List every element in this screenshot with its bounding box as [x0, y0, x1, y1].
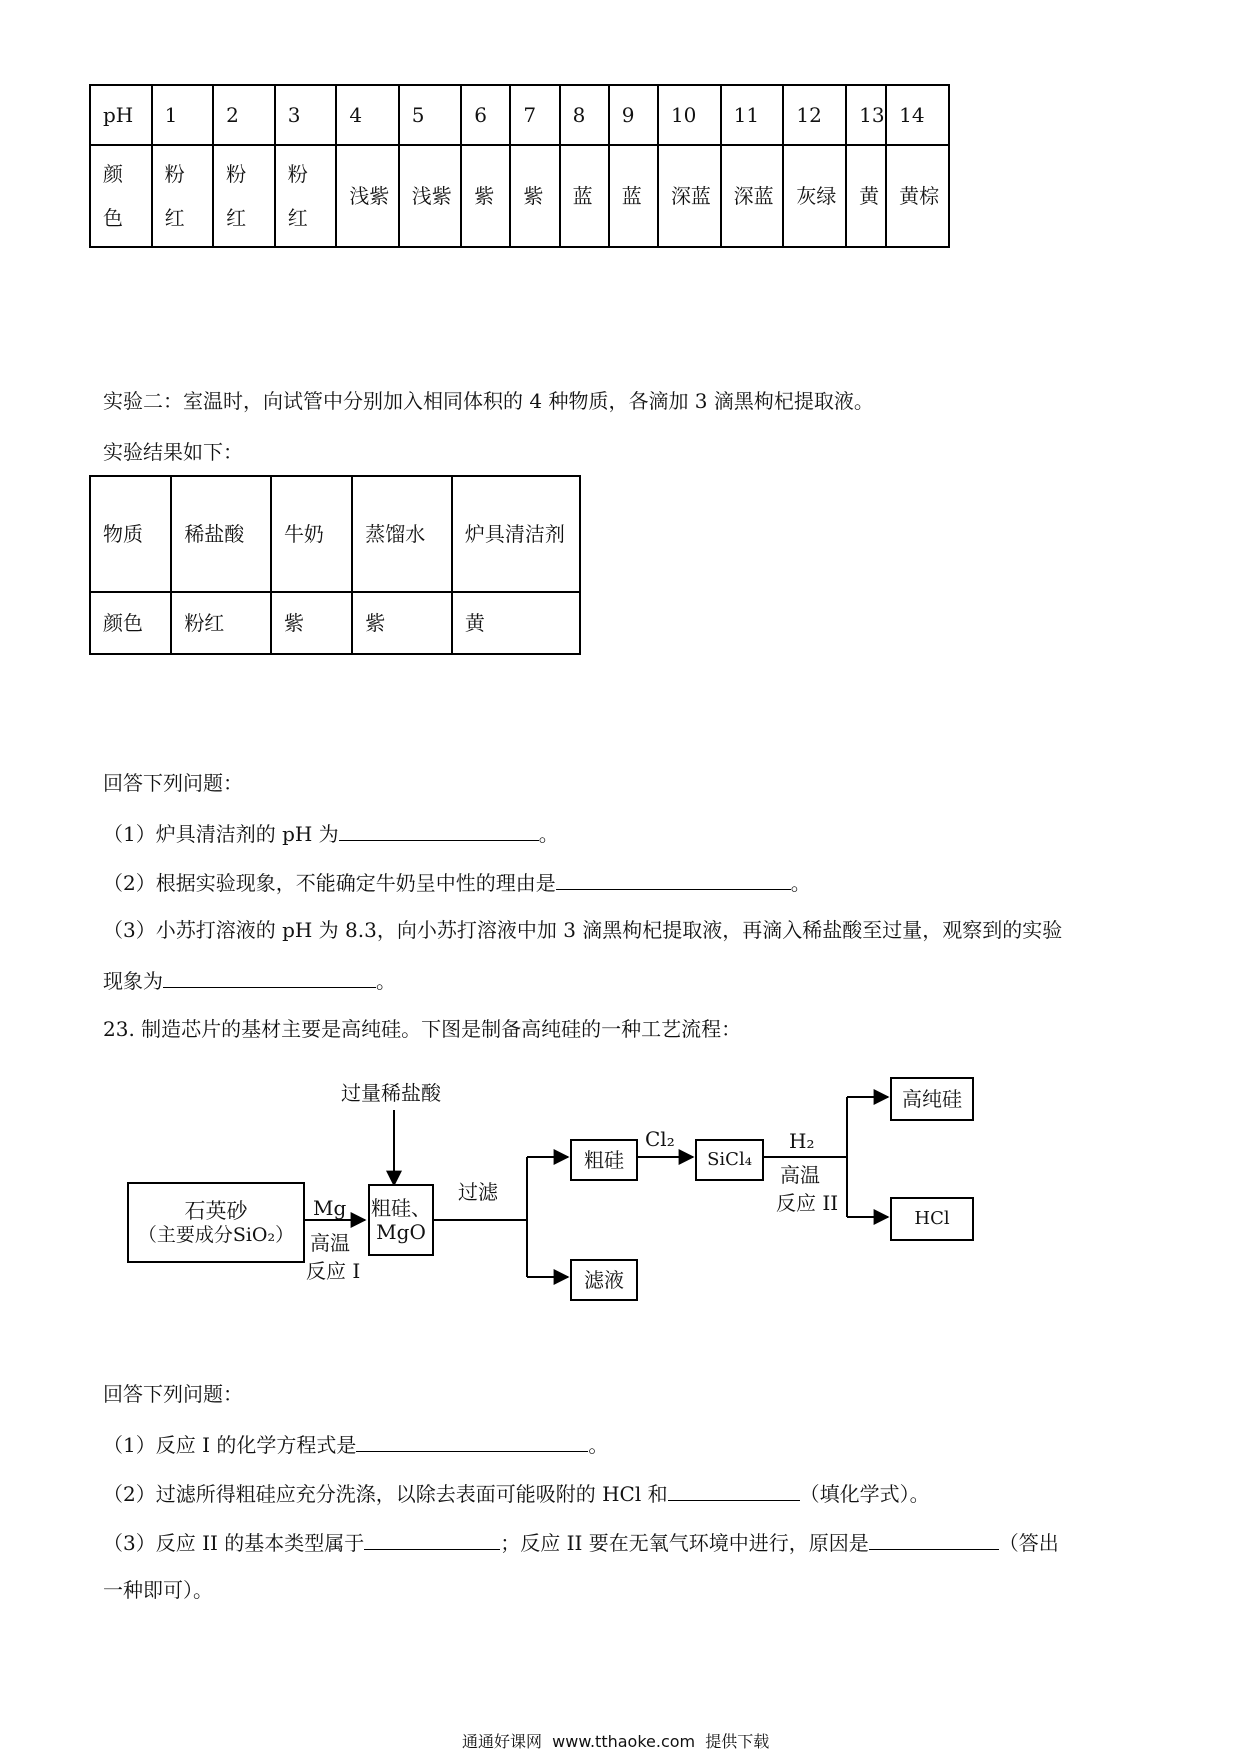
excess-dilute-hcl-label: 过量稀盐酸 — [341, 1081, 441, 1105]
ph-cell: 8 — [560, 85, 609, 145]
ph-cell: 11 — [721, 85, 784, 145]
quartz-sand-box — [127, 1182, 305, 1263]
q23-question-2 — [103, 1480, 930, 1506]
color-cell: 紫 — [461, 145, 510, 247]
color-cell: 浅紫 — [399, 145, 461, 247]
experiment2-intro: 实验二：室温时，向试管中分别加入相同体积的 4 种物质，各滴加 3 滴黑枸杞提取液。 — [103, 389, 874, 413]
q23-question-3 — [103, 1529, 1059, 1555]
color-cell: 浅紫 — [336, 145, 398, 247]
reaction-2-label: 反应 II — [776, 1191, 839, 1215]
hcl-box: HCl — [890, 1197, 974, 1241]
ph-cell: 13 — [846, 85, 886, 145]
answer-blank[interactable] — [364, 1529, 500, 1550]
substance-cell: 稀盐酸 — [171, 476, 271, 592]
q22-q1-text: （1）炉具清洁剂的 pH 为 — [103, 822, 339, 846]
substance-cell: 炉具清洁剂 — [452, 476, 580, 592]
substance-header-cell: 物质 — [90, 476, 171, 592]
q23-title: 23. 制造芯片的基材主要是高纯硅。下图是制备高纯硅的一种工艺流程： — [103, 1017, 742, 1041]
ph-cell: 5 — [399, 85, 461, 145]
condition-high-temp-2: 高温 — [780, 1163, 820, 1187]
ph-cell: 7 — [510, 85, 559, 145]
filtration-label: 过滤 — [458, 1180, 498, 1204]
q23-q1-text: （1）反应 I 的化学方程式是 — [103, 1433, 357, 1457]
color-cell: 紫 — [510, 145, 559, 247]
exp2-color-header-cell: 颜色 — [90, 592, 171, 654]
reaction-1-label: 反应 I — [306, 1259, 361, 1283]
crude-si-box: 粗硅 — [570, 1139, 638, 1181]
page-footer: 通通好课网 www.tthaoke.com 提供下载 — [462, 1732, 770, 1751]
q23-q3-end: （答出 — [998, 1531, 1059, 1555]
color-cell: 粉红 — [152, 145, 214, 247]
ph-header-cell: pH — [90, 85, 152, 145]
color-header-cell: 颜色 — [90, 145, 152, 247]
exp2-color-cell: 黄 — [452, 592, 580, 654]
ph-cell: 1 — [152, 85, 214, 145]
ph-cell: 2 — [213, 85, 275, 145]
condition-high-temp-1: 高温 — [310, 1231, 350, 1255]
sicl4-box: SiCl₄ — [695, 1139, 764, 1181]
q23-question-1 — [103, 1431, 608, 1457]
answer-blank[interactable] — [668, 1480, 800, 1501]
q22-q3-text: 现象为 — [103, 969, 163, 993]
exp2-color-cell: 紫 — [271, 592, 352, 654]
q22-q2-end: 。 — [790, 871, 811, 895]
color-cell: 黄棕 — [886, 145, 949, 247]
reagent-mg: Mg — [313, 1196, 347, 1220]
crude-si-mgo-box — [368, 1184, 434, 1256]
reagent-cl2: Cl₂ — [645, 1127, 675, 1151]
quartz-sand-label: 石英砂 — [184, 1198, 248, 1223]
ph-cell: 14 — [886, 85, 949, 145]
ph-cell: 9 — [609, 85, 658, 145]
crude-si-mgo-line2: MgO — [376, 1220, 426, 1244]
color-cell: 深蓝 — [721, 145, 784, 247]
q23-q2-text: （2）过滤所得粗硅应充分洗涤，以除去表面可能吸附的 HCl 和 — [103, 1482, 668, 1506]
color-cell: 粉红 — [213, 145, 275, 247]
q22-prompt: 回答下列问题： — [103, 771, 243, 795]
exp2-color-cell: 粉红 — [171, 592, 271, 654]
crude-si-mgo-line1: 粗硅、 — [371, 1196, 431, 1220]
reagent-h2: H₂ — [789, 1129, 815, 1153]
ph-cell: 3 — [275, 85, 337, 145]
exp2-color-cell: 紫 — [352, 592, 452, 654]
q22-q2-text: （2）根据实验现象，不能确定牛奶呈中性的理由是 — [103, 871, 556, 895]
q22-q3-end: 。 — [376, 969, 396, 993]
color-cell: 蓝 — [609, 145, 658, 247]
q23-q2-end: （填化学式）。 — [799, 1482, 930, 1506]
color-cell: 蓝 — [560, 145, 609, 247]
filtrate-box: 滤液 — [570, 1259, 638, 1301]
q23-question-3-cont: 一种即可）。 — [103, 1578, 213, 1602]
q22-q1-end: 。 — [538, 822, 559, 846]
q23-prompt: 回答下列问题： — [103, 1382, 243, 1406]
color-cell: 深蓝 — [658, 145, 721, 247]
color-cell: 粉红 — [275, 145, 337, 247]
q23-q3-middle: ；反应 II 要在无氧气环境中进行，原因是 — [500, 1531, 869, 1555]
answer-blank[interactable] — [356, 1431, 588, 1452]
color-cell: 黄 — [846, 145, 886, 247]
experiment2-result-label: 实验结果如下： — [103, 440, 243, 464]
quartz-sand-component: （主要成分SiO₂） — [137, 1223, 295, 1246]
q22-question-3: （3）小苏打溶液的 pH 为 8.3，向小苏打溶液中加 3 滴黑枸杞提取液，再滴入稀盐酸至过量，观察到的实验 — [103, 918, 1063, 942]
ph-cell: 10 — [658, 85, 721, 145]
substance-cell: 蒸馏水 — [352, 476, 452, 592]
ph-cell: 4 — [336, 85, 398, 145]
ph-cell: 6 — [461, 85, 510, 145]
answer-blank[interactable] — [869, 1529, 999, 1550]
ph-cell: 12 — [783, 85, 846, 145]
color-cell: 灰绿 — [783, 145, 846, 247]
substance-cell: 牛奶 — [271, 476, 352, 592]
high-purity-si-box: 高纯硅 — [890, 1077, 974, 1121]
q23-q1-end: 。 — [588, 1433, 609, 1457]
q23-q3-text: （3）反应 II 的基本类型属于 — [103, 1531, 365, 1555]
